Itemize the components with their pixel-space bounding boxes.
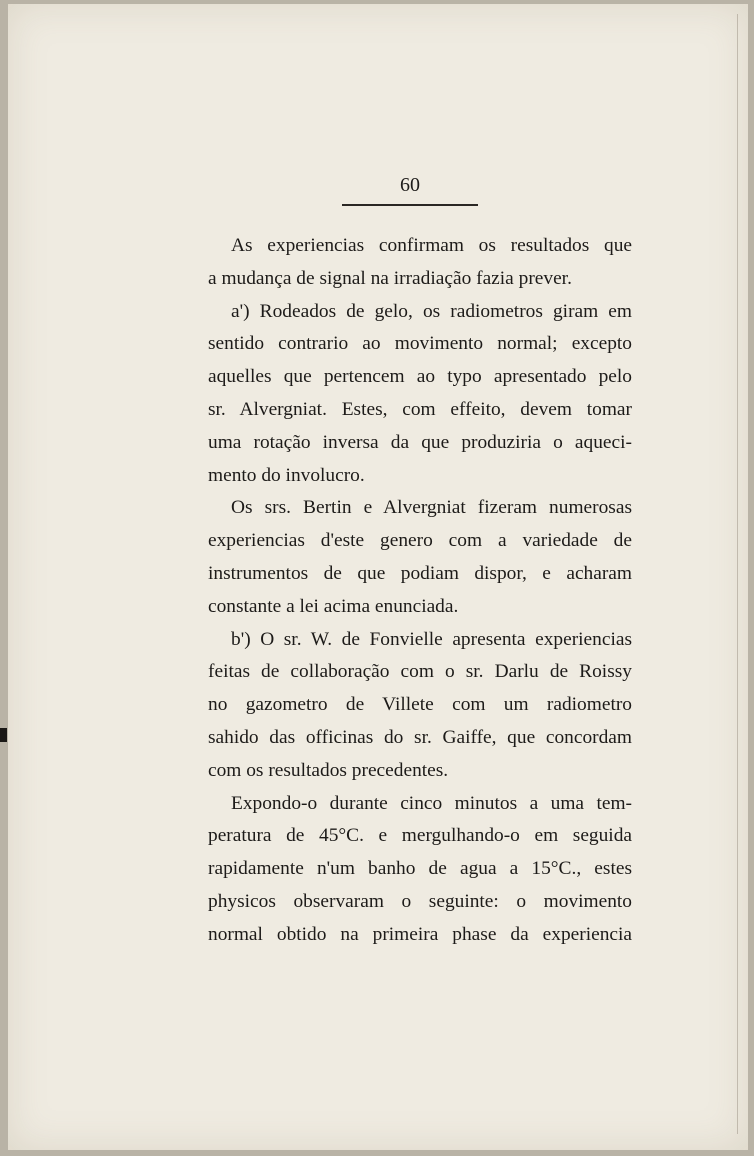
text-line: mento do involucro. <box>208 464 365 486</box>
text-line: constante a lei acima enunciada. <box>208 595 459 617</box>
text-line: a') Rodeados de gelo, os radiometros giram em <box>231 300 632 322</box>
text-line: sahido das officinas do sr. Gaiffe, que concordam <box>208 726 632 748</box>
text-line: peratura de 45°C. e mergulhando-o em seguida <box>208 825 632 847</box>
page-edge <box>737 14 738 1134</box>
header-rule <box>342 204 478 206</box>
page-number: 60 <box>400 174 420 196</box>
text-line: As experiencias confirmam os resultados que <box>231 235 632 256</box>
text-line: experiencias d'este genero com a variedade de <box>208 530 632 552</box>
text-line: no gazometro de Villete com um radiometro <box>208 694 632 716</box>
text-line: b') O sr. W. de Fonvielle apresenta experiencias <box>231 628 632 650</box>
text-line: sentido contrario ao movimento normal; excepto <box>208 333 632 355</box>
text-line: feitas de collaboração com o sr. Darlu de Roissy <box>208 661 632 683</box>
text-line: Expondo-o durante cinco minutos a uma tem- <box>231 792 632 814</box>
text-line: rapidamente n'um banho de agua a 15°C., estes <box>208 858 632 880</box>
text-line: Os srs. Bertin e Alvergniat fizeram numerosas <box>231 497 632 519</box>
margin-mark <box>0 728 7 742</box>
text-line: physicos observaram o seguinte: o movimento <box>208 890 632 912</box>
text-line: instrumentos de que podiam dispor, e acharam <box>208 562 632 584</box>
text-line: normal obtido na primeira phase da experiencia <box>208 923 632 945</box>
text-line: sr. Alvergniat. Estes, com effeito, devem tomar <box>208 398 632 420</box>
body-text <box>208 230 632 952</box>
text-line: com os resultados precedentes. <box>208 759 449 781</box>
book-page <box>8 4 748 1150</box>
text-line: aquelles que pertencem ao typo apresentado pelo <box>208 366 632 388</box>
text-line: uma rotação inversa da que produziria o aqueci- <box>208 431 632 453</box>
text-line: a mudança de signal na irradiação fazia prever. <box>208 267 572 289</box>
